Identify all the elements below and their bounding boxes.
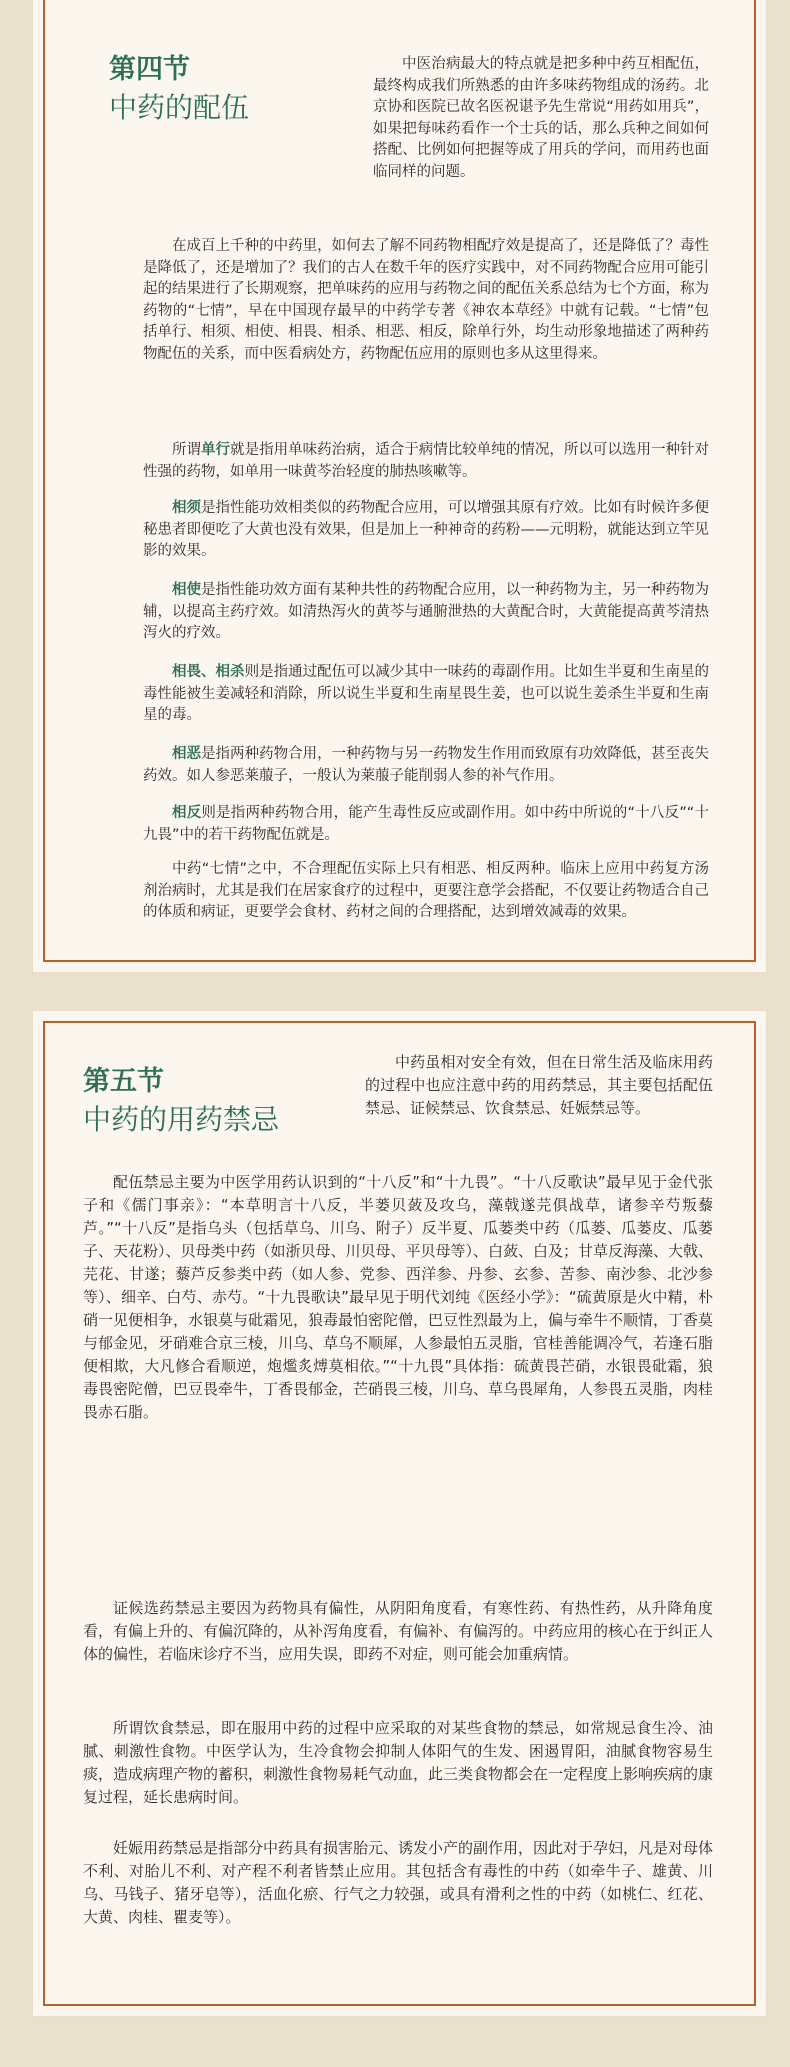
section-5-title: 中药的用药禁忌 — [83, 1103, 280, 1136]
section-5-card — [33, 1011, 766, 2016]
section-4-heading — [109, 52, 249, 128]
section-5-syndrome: 证候选药禁忌主要因为药物具有偏性，从阴阳角度看，有寒性药、有热性药，从升降角度看，有偏上升的、有偏沉降的，从补泻角度看，有偏补、有偏泻的。中药应用的核心在于纠正人体的偏性，若临床诊疗不当，应用失误，即药不对症，则可能会加重病情。 — [83, 1599, 714, 1663]
section-5-number: 第五节 — [83, 1066, 164, 1097]
term-xiangxu: 相须 — [172, 500, 202, 516]
item-xiangwei-xiangsha: 相畏、相杀则是指通过配伍可以减少其中一味药的毒副作用。比如生半夏和生南星的毒性能被生姜减轻和消除，所以说生半夏和生南星畏生姜，也可以说生姜杀生半夏和生南星的毒。 — [143, 664, 710, 724]
term-xiangwei-xiangsha: 相畏、相杀 — [172, 664, 245, 680]
term-xiangfan: 相反 — [172, 805, 202, 821]
section-4-seven-emotions: 在成百上千种的中药里，如何去了解不同药物相配疗效是提高了，还是降低了？毒性是降低了，还是增加了？我们的古人在数千年的医疗实践中，对不同药物配合应用可能引起的结果进行了长期观察，把单味药的应用与药物之间的配伍关系总结为七个方面，称为药物的“七情”，早在中国现存最早的中药学专著《神农本草经》中就有记载。“七情”包括单行、相须、相使、相畏、相杀、相恶、相反，除单行外，均生动形象地描述了两种药物配伍的关系，而中医看病处方，药物配伍应用的原则也多从这里得来。 — [143, 238, 709, 362]
section-5-compatibility: 配伍禁忌主要为中医学用药认识到的“十八反”和“十九畏”。“十八反歌诀”最早见于金代张子和《儒门事亲》：“本草明言十八反，半蒌贝蔹及攻乌，藻戟遂芫俱战草，诸参辛芍叛藜芦。”“十八反”是指乌头（包括草乌、川乌、附子）反半夏、瓜蒌类中药（瓜蒌、瓜蒌皮、瓜蒌子、天花粉）、贝母类中药（如浙贝母、川贝母、平贝母等）、白蔹、白及；甘草反海藻、大戟、芫花、甘遂；藜芦反参类中药（如人参、党参、西洋参、丹参、玄参、苦参、南沙参、北沙参等）、细辛、白芍、赤芍。“十九畏歌诀”最早见于明代刘纯《医经小学》：“硫黄原是火中精，朴硝一见便相争，水银莫与砒霜见，狼毒最怕密陀僧，巴豆性烈最为上，偏与牵牛不顺情，丁香莫与郁金见，牙硝难合京三棱，川乌、草乌不顺犀，人参最怕五灵脂，官桂善能调冷气，若逢石脂便相欺，大凡修合看顺逆，炮爁炙煿莫相依。”“十九畏”具体指：硫黄畏芒硝，水银畏砒霜，狼毒畏密陀僧，巴豆畏牵牛，丁香畏郁金，芒硝畏三棱，川乌、草乌畏犀角，人参畏五灵脂，肉桂畏赤石脂。 — [83, 1173, 714, 1421]
section-4-number: 第四节 — [109, 54, 190, 85]
section-4-title: 中药的配伍 — [109, 91, 250, 124]
section-5-pregnancy: 妊娠用药禁忌是指部分中药具有损害胎元、诱发小产的副作用，因此对于孕妇，凡是对母体不利、对胎儿不利、对产程不利者皆禁止应用。其包括含有毒性的中药（如牵牛子、雄黄、川乌、马钱子、猪牙皂等），活血化瘀、行气之力较强，或具有滑利之性的中药（如桃仁、红花、大黄、肉桂、瞿麦等）。 — [83, 1839, 714, 1926]
item-xiangfan: 相反则是指两种药物合用，能产生毒性反应或副作用。如中药中所说的“十八反”“十九畏”中的若干药物配伍就是。 — [143, 805, 709, 843]
term-xiangwu: 相恶 — [172, 746, 202, 762]
item-xiangwu: 相恶是指两种药物合用，一种药物与另一药物发生作用而致原有功效降低，甚至丧失药效。如人参恶莱菔子，一般认为莱菔子能削弱人参的补气作用。 — [143, 746, 710, 784]
section-4-intro: 中医治病最大的特点就是把多种中药互相配伍，最终构成我们所熟悉的由许多味药物组成的汤药。北京协和医院已故名医祝谌予先生常说“用药如用兵”，如果把每味药看作一个士兵的话，那么兵种之间如何搭配、比例如何把握等成了用兵的学问，而用药也面临同样的问题。 — [373, 56, 709, 180]
item-danxing: 所谓单行就是指用单味药治病，适合于病情比较单纯的情况，所以可以选用一种针对性强的药物，如单用一味黄芩治轻度的肺热咳嗽等。 — [143, 442, 710, 480]
term-danxing: 单行 — [201, 442, 231, 458]
term-xiangshi: 相使 — [172, 582, 202, 598]
item-xiangxu: 相须是指性能功效相类似的药物配合应用，可以增强其原有疗效。比如有时候许多便秘患者即便吃了大黄也没有效果，但是加上一种神奇的药粉——元明粉，就能达到立竿见影的效果。 — [143, 500, 710, 560]
item-xiangshi: 相使是指性能功效方面有某种共性的药物配合应用，以一种药物为主，另一种药物为辅，以提高主药疗效。如清热泻火的黄芩与通腑泄热的大黄配合时，大黄能提高黄芩清热泻火的疗效。 — [143, 582, 710, 642]
section-4-closing: 中药“七情”之中，不合理配伍实际上只有相恶、相反两种。临床上应用中药复方汤剂治病时，尤其是我们在居家食疗的过程中，更要注意学会搭配，不仅要让药物适合自己的体质和病证，更要学会食材、药材之间的合理搭配，达到增效减毒的效果。 — [143, 861, 709, 921]
section-4-card — [33, 0, 766, 972]
section-5-intro: 中药虽相对安全有效，但在日常生活及临床用药的过程中也应注意中药的用药禁忌，其主要包括配伍禁忌、证候禁忌、饮食禁忌、妊娠禁忌等。 — [365, 1053, 713, 1117]
section-5-heading — [83, 1064, 279, 1140]
section-5-diet: 所谓饮食禁忌，即在服用中药的过程中应采取的对某些食物的禁忌，如常规忌食生冷、油腻、刺激性食物。中医学认为，生冷食物会抑制人体阳气的生发、困遏胃阳，油腻食物容易生痰，造成病理产物的蓄积，刺激性食物易耗气动血，此三类食物都会在一定程度上影响疾病的康复过程，延长患病时间。 — [83, 1719, 714, 1806]
